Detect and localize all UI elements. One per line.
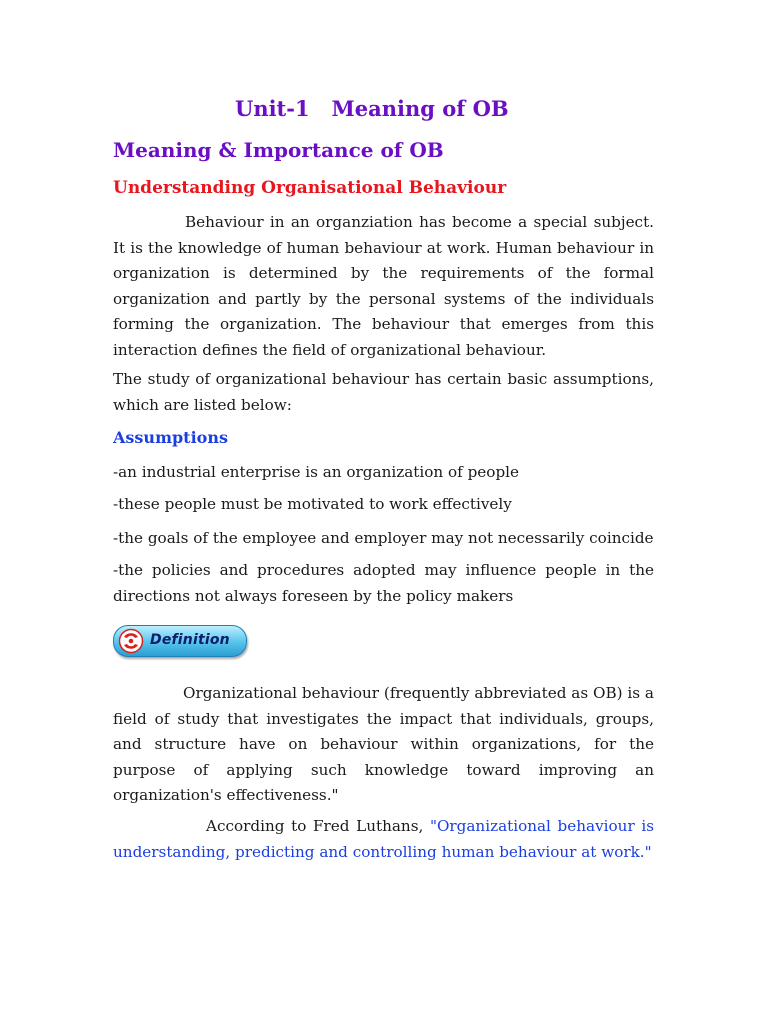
luthans-paragraph — [113, 814, 654, 865]
definition-paragraph: Organizational behaviour (frequently abbreviated as OB) is a field of study that investigates the impact that individuals, groups, and structure have on behaviour within organizations, for the purpose of applying such knowledge toward improving an organization's effectiveness." — [113, 684, 654, 804]
unit-title: Unit-1 Meaning of OB — [235, 96, 509, 121]
luthans-prefix: According to Fred Luthans, — [206, 817, 430, 835]
assumption-item: -these people must be motivated to work effectively — [113, 495, 512, 513]
definition-badge — [113, 625, 247, 657]
definition-swirl-icon — [118, 628, 144, 654]
assumption-item: -the goals of the employee and employer may not necessarily coincide — [113, 529, 654, 547]
definition-label: Definition — [150, 632, 230, 648]
luthans-quote: "Organizational behaviour is understanding, predicting and controlling human behaviour at work." — [113, 817, 654, 861]
assumption-item: -the policies and procedures adopted may influence people in the directions not always foreseen by the policy makers — [113, 561, 654, 605]
section-title: Meaning & Importance of OB — [113, 138, 444, 162]
intro-paragraph: Behaviour in an organziation has become a special subject. It is the knowledge of human behaviour at work. Human behaviour in organization is determined by the requirements of the formal organization and partly by the personal systems of the individuals forming the organization. The behaviour that emerges from this interaction defines the field of organizational behaviour. — [113, 213, 654, 359]
section-subtitle: Understanding Organisational Behaviour — [113, 178, 507, 198]
assumptions-intro-paragraph: The study of organizational behaviour has certain basic assumptions, which are listed below: — [113, 370, 654, 414]
assumption-item: -an industrial enterprise is an organization of people — [113, 463, 520, 481]
assumptions-heading: Assumptions — [113, 428, 228, 447]
